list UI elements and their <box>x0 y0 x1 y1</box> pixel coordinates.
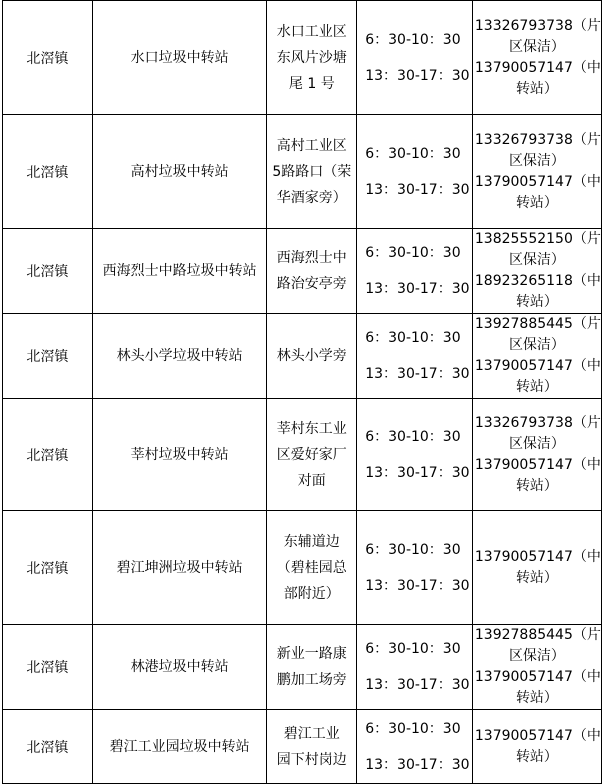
town-cell: 北滘镇 <box>3 1 93 115</box>
phone-line: 区保洁） <box>508 337 565 353</box>
address-cell <box>267 511 357 625</box>
address-line: 华酒家旁） <box>276 189 347 206</box>
station-name-cell: 水口垃圾中转站 <box>92 1 267 115</box>
phone-line: 区保洁） <box>508 38 565 55</box>
phone-cell <box>472 625 601 710</box>
phone-line: 区保洁） <box>508 648 565 664</box>
phone-cell <box>472 710 601 784</box>
phone-cell <box>472 399 601 511</box>
table-row <box>3 511 602 625</box>
hours-cell <box>357 115 473 229</box>
phone-cell <box>472 1 601 115</box>
phone-line: 13790057147（中 <box>474 669 601 685</box>
phone-line: 13790057147（中 <box>474 456 601 473</box>
table-row <box>3 1 602 115</box>
phone-line: 区保洁） <box>508 435 565 452</box>
phone-cell <box>472 229 601 314</box>
hours-cell <box>357 511 473 625</box>
town-cell: 北滘镇 <box>3 710 93 784</box>
transfer-station-table <box>2 0 602 784</box>
hours-morning: 6：30-10：30 <box>365 330 461 346</box>
hours-morning: 6：30-10：30 <box>365 428 461 445</box>
phone-cell <box>472 511 601 625</box>
phone-line: 转站） <box>515 477 558 494</box>
address-cell <box>267 229 357 314</box>
table-row <box>3 710 602 784</box>
station-name-cell: 莘村垃圾中转站 <box>92 399 267 511</box>
address-line: 莘村东工业 <box>276 420 347 437</box>
phone-line: 区保洁） <box>508 152 565 169</box>
address-line: 林头小学旁 <box>276 348 347 364</box>
address-line: 高村工业区 <box>276 137 347 154</box>
address-line: （碧桂园总 <box>276 559 347 576</box>
phone-line: 转站） <box>515 748 558 765</box>
address-cell <box>267 1 357 115</box>
address-cell <box>267 314 357 399</box>
address-line: 新业一路康 <box>276 646 347 662</box>
hours-morning: 6：30-10：30 <box>365 641 461 657</box>
town-cell: 北滘镇 <box>3 625 93 710</box>
table-row <box>3 399 602 511</box>
hours-afternoon: 13：30-17：30 <box>365 677 470 693</box>
phone-line: 13927885445（片 <box>474 627 601 643</box>
phone-line: 转站） <box>515 294 558 310</box>
station-name-cell: 林港垃圾中转站 <box>92 625 267 710</box>
address-line: 路治安亭旁 <box>276 276 347 292</box>
address-line: 鹏加工场旁 <box>276 672 347 688</box>
table-row <box>3 314 602 399</box>
station-name-cell: 高村垃圾中转站 <box>92 115 267 229</box>
hours-cell <box>357 314 473 399</box>
address-line: 对面 <box>297 472 326 489</box>
address-line: 5路路口（荣 <box>272 163 352 180</box>
hours-afternoon: 13：30-17：30 <box>365 181 470 198</box>
hours-afternoon: 13：30-17：30 <box>365 756 470 773</box>
phone-line: 转站） <box>515 569 558 586</box>
phone-line: 13825552150（片 <box>474 231 601 247</box>
hours-afternoon: 13：30-17：30 <box>365 366 470 382</box>
hours-morning: 6：30-10：30 <box>365 31 461 48</box>
station-name-cell: 林头小学垃圾中转站 <box>92 314 267 399</box>
phone-cell <box>472 115 601 229</box>
table-row <box>3 115 602 229</box>
hours-cell <box>357 710 473 784</box>
hours-cell <box>357 229 473 314</box>
address-cell <box>267 710 357 784</box>
table-row <box>3 229 602 314</box>
phone-line: 转站） <box>515 379 558 395</box>
town-cell: 北滘镇 <box>3 115 93 229</box>
phone-line: 13326793738（片 <box>474 414 601 431</box>
phone-line: 13326793738（片 <box>474 17 601 34</box>
address-cell <box>267 625 357 710</box>
town-cell: 北滘镇 <box>3 229 93 314</box>
hours-morning: 6：30-10：30 <box>365 720 461 737</box>
phone-line: 13927885445（片 <box>474 316 601 332</box>
town-cell: 北滘镇 <box>3 314 93 399</box>
hours-afternoon: 13：30-17：30 <box>365 577 470 594</box>
town-cell: 北滘镇 <box>3 511 93 625</box>
address-line: 东辅道边 <box>283 533 340 550</box>
phone-line: 区保洁） <box>508 252 565 268</box>
address-line: 碧江工业 <box>283 725 340 742</box>
phone-cell <box>472 314 601 399</box>
address-line: 园下村岗边 <box>276 751 347 768</box>
phone-line: 转站） <box>515 80 558 97</box>
address-line: 区爱好家厂 <box>276 446 347 463</box>
table-body <box>3 1 602 784</box>
phone-line: 转站） <box>515 690 558 706</box>
address-line: 部附近） <box>283 585 340 602</box>
hours-morning: 6：30-10：30 <box>365 541 461 558</box>
station-name-cell: 碧江工业园垃圾中转站 <box>92 710 267 784</box>
phone-line: 13790057147（中 <box>474 173 601 190</box>
station-name-cell: 西海烈士中路垃圾中转站 <box>92 229 267 314</box>
phone-line: 13326793738（片 <box>474 131 601 148</box>
town-cell: 北滘镇 <box>3 399 93 511</box>
address-cell <box>267 115 357 229</box>
hours-cell <box>357 625 473 710</box>
phone-line: 13790057147（中 <box>474 548 601 565</box>
address-line: 尾 1 号 <box>288 75 335 92</box>
hours-afternoon: 13：30-17：30 <box>365 67 470 84</box>
address-line: 东风片沙塘 <box>276 49 347 66</box>
hours-morning: 6：30-10：30 <box>365 245 461 261</box>
phone-line: 13790057147（中 <box>474 727 601 744</box>
hours-morning: 6：30-10：30 <box>365 145 461 162</box>
phone-line: 13790057147（中 <box>474 59 601 76</box>
hours-afternoon: 13：30-17：30 <box>365 281 470 297</box>
address-cell <box>267 399 357 511</box>
hours-afternoon: 13：30-17：30 <box>365 464 470 481</box>
phone-line: 13790057147（中 <box>474 358 601 374</box>
address-line: 水口工业区 <box>276 23 347 40</box>
table-row <box>3 625 602 710</box>
hours-cell <box>357 399 473 511</box>
phone-line: 18923265118（中 <box>474 273 601 289</box>
station-name-cell: 碧江坤洲垃圾中转站 <box>92 511 267 625</box>
phone-line: 转站） <box>515 194 558 211</box>
hours-cell <box>357 1 473 115</box>
address-line: 西海烈士中 <box>276 250 347 266</box>
